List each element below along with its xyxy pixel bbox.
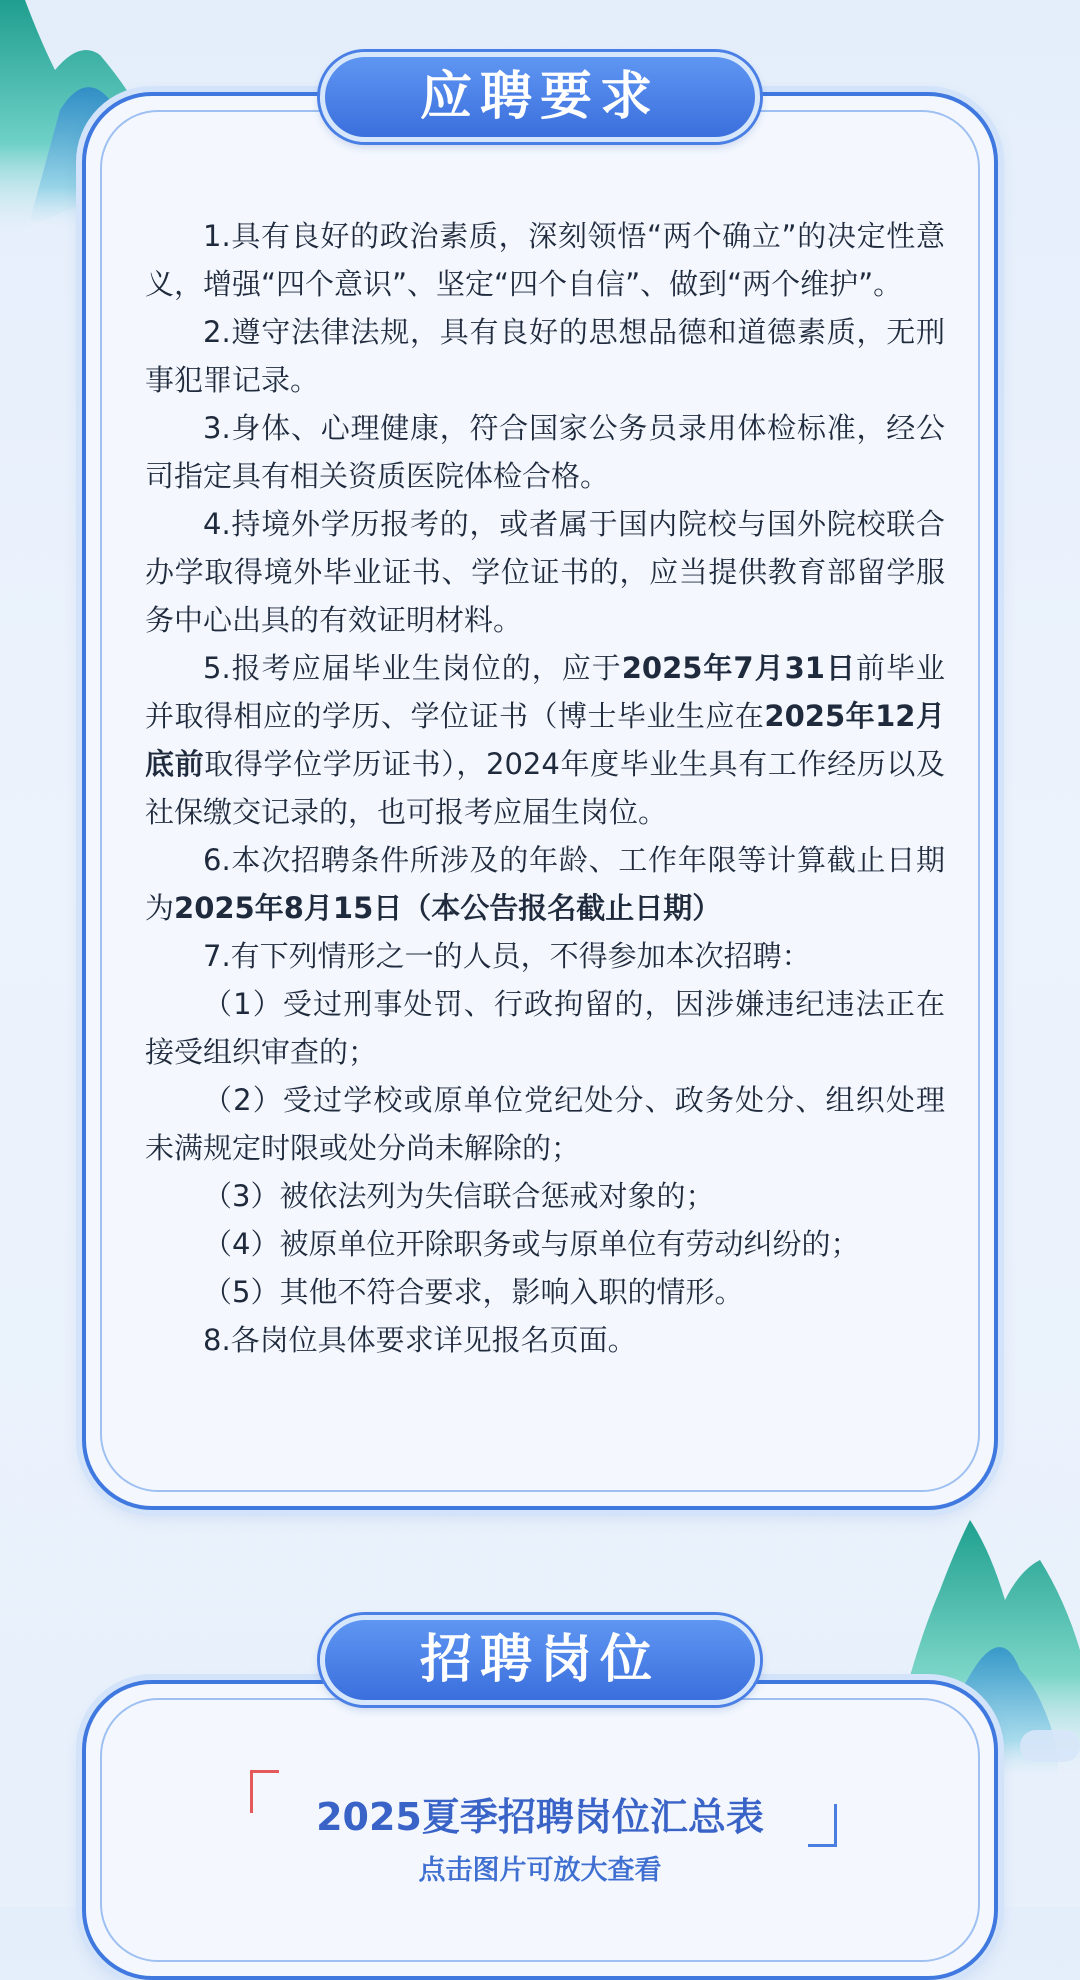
requirements-content <box>145 212 945 1364</box>
positions-table-title[interactable]: 2025夏季招聘岗位汇总表 <box>316 1795 764 1839</box>
zoom-hint: 点击图片可放大查看 <box>418 1855 662 1886</box>
exclusion-item-5: （5）其他不符合要求，影响入职的情形。 <box>203 1275 744 1309</box>
graduation-deadline: 2025年7月31日 <box>621 651 856 685</box>
exclusion-item-1: （1）受过刑事处罚、行政拘留的，因涉嫌违纪违法正在接受组织审查的； <box>145 987 945 1069</box>
requirement-item-2: 2.遵守法律法规，具有良好的思想品德和道德素质，无刑事犯罪记录。 <box>145 315 945 397</box>
exclusion-item-4: （4）被原单位开除职务或与原单位有劳动纠纷的； <box>203 1227 860 1261</box>
section-title-positions: 招聘岗位 <box>320 1615 760 1705</box>
requirement-item-7: 7.有下列情形之一的人员，不得参加本次招聘： <box>203 939 811 973</box>
requirement-item-8: 8.各岗位具体要求详见报名页面。 <box>203 1323 637 1357</box>
cutoff-date: 2025年8月15日（本公告报名截止日期） <box>174 891 722 925</box>
requirement-item-1: 1.具有良好的政治素质，深刻领悟“两个确立”的决定性意义，增强“四个意识”、坚定“四个自信”、做到“两个维护”。 <box>145 219 945 301</box>
requirement-item-5: 5.报考应届毕业生岗位的，应于2025年7月31日前毕业并取得相应的学历、学位证书（博士毕业生应在2025年12月底前取得学位学历证书），2024年度毕业生具有工作经历以及社保缴交记录的，也可报考应届生岗位。 <box>145 651 945 829</box>
phd-deadline: 2025年12月底前 <box>145 699 945 781</box>
exclusion-item-2: （2）受过学校或原单位党纪处分、政务处分、组织处理未满规定时限或处分尚未解除的； <box>145 1083 945 1165</box>
requirement-item-3: 3.身体、心理健康，符合国家公务员录用体检标准，经公司指定具有相关资质医院体检合格。 <box>145 411 945 493</box>
requirement-item-6: 6.本次招聘条件所涉及的年龄、工作年限等计算截止日期为2025年8月15日（本公告报名截止日期） <box>145 843 945 925</box>
requirement-item-4: 4.持境外学历报考的，或者属于国内院校与国外院校联合办学取得境外毕业证书、学位证书的，应当提供教育部留学服务中心出具的有效证明材料。 <box>145 507 945 637</box>
exclusion-item-3: （3）被依法列为失信联合惩戒对象的； <box>203 1179 715 1213</box>
section-title-requirements: 应聘要求 <box>320 52 760 142</box>
